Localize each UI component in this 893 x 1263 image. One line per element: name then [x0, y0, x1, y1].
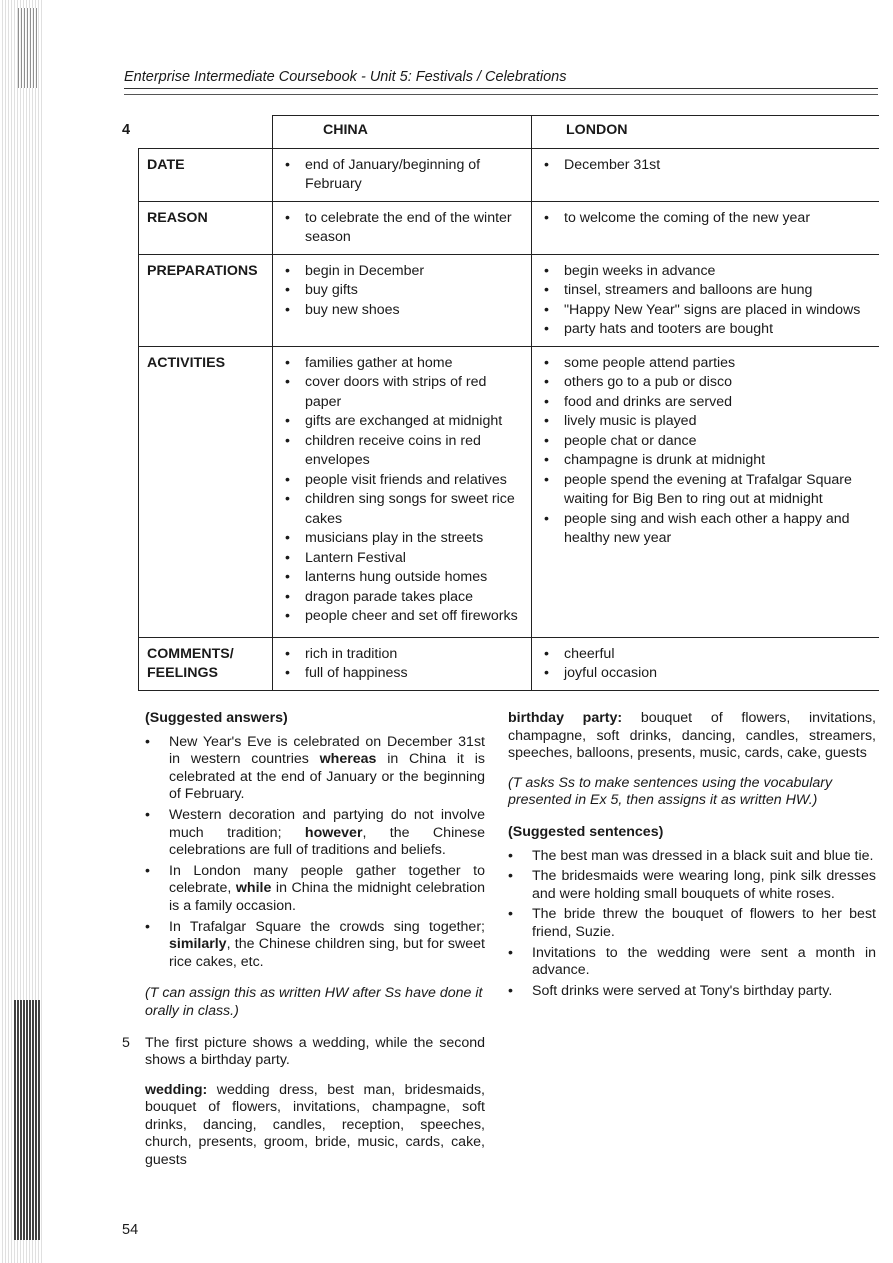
- running-head: Enterprise Intermediate Coursebook - Unit 5: Festivals / Celebrations: [124, 69, 567, 85]
- suggested-sentences-list: [508, 848, 876, 1001]
- china-bullet-list: [281, 645, 523, 684]
- cell-london: [532, 254, 879, 346]
- cell-china: [273, 637, 532, 690]
- list-item: • lively music is played: [540, 412, 871, 432]
- list-item: • cheerful: [540, 645, 871, 665]
- list-item: [145, 919, 485, 972]
- table-row: [139, 148, 879, 201]
- list-item: • Lantern Festival: [281, 549, 523, 569]
- list-item: • tinsel, streamers and balloons are hung: [540, 281, 871, 301]
- row-label: COMMENTS/ FEELINGS: [139, 637, 273, 690]
- list-item: • party hats and tooters are bought: [540, 320, 871, 340]
- cell-london: [532, 201, 879, 254]
- birthday-vocabulary: [508, 710, 876, 763]
- list-item: • some people attend parties: [540, 354, 871, 374]
- list-item: • musicians play in the streets: [281, 529, 523, 549]
- list-item: • rich in tradition: [281, 645, 523, 665]
- exercise-5: [122, 1034, 485, 1070]
- answer-text: , the Chinese celebrations are full of traditions and beliefs.: [169, 824, 485, 859]
- cell-london: [532, 637, 879, 690]
- linking-word: similarly: [169, 936, 227, 953]
- list-item: • The bride threw the bouquet of flowers to her best friend, Suzie.: [508, 906, 876, 941]
- list-item: • to welcome the coming of the new year: [540, 209, 871, 229]
- london-bullet-list: [540, 354, 871, 549]
- page-number: 54: [122, 1222, 139, 1238]
- list-item: • families gather at home: [281, 354, 523, 374]
- page-binding-mark-bottom: [14, 1000, 40, 1240]
- list-item: • begin in December: [281, 262, 523, 282]
- cell-china: [273, 346, 532, 637]
- cell-china: [273, 201, 532, 254]
- table-row: [139, 254, 879, 346]
- header-rule-secondary: [124, 94, 878, 95]
- left-column: [122, 710, 486, 1170]
- list-item: • dragon parade takes place: [281, 588, 523, 608]
- list-item: • Invitations to the wedding were sent a month in advance.: [508, 945, 876, 980]
- list-item: • food and drinks are served: [540, 393, 871, 413]
- list-item: • people sing and wish each other a happy and healthy new year: [540, 510, 871, 549]
- list-item: • The best man was dressed in a black suit and blue tie.: [508, 848, 876, 866]
- wedding-words: wedding dress, best man, bridesmaids, bouquet of flowers, invitations, champagne, soft drinks, dancing, candles, reception, speeches, church, presents, groom, bride, music, cards, cake, guests: [145, 1081, 485, 1169]
- london-bullet-list: [540, 209, 871, 229]
- answer-text: New Year's Eve is celebrated on December 31st in western countries: [169, 733, 485, 768]
- teacher-note-left: (T can assign this as written HW after Ss have done it orally in class.): [145, 985, 483, 1019]
- cell-london: [532, 148, 879, 201]
- list-item: • people spend the evening at Trafalgar Square waiting for Big Ben to ring out at midnight: [540, 471, 871, 510]
- answer-text: In Trafalgar Square the crowds sing together;: [169, 918, 485, 935]
- table-row: [139, 201, 879, 254]
- column-header-china: CHINA: [273, 116, 532, 149]
- suggested-answers-title: (Suggested answers): [145, 710, 288, 726]
- linking-word: whereas: [319, 751, 377, 768]
- london-bullet-list: [540, 262, 871, 340]
- cell-london: [532, 346, 879, 637]
- linking-word: however: [304, 824, 363, 841]
- list-item: • people chat or dance: [540, 432, 871, 452]
- answer-text: , the Chinese children sing, but for sweet rice cakes, etc.: [169, 936, 485, 970]
- answer-text: in China it is celebrated at the end of January or the beginning of February.: [169, 751, 485, 803]
- row-label: REASON: [139, 201, 273, 254]
- list-item: • December 31st: [540, 156, 871, 176]
- list-item: • lanterns hung outside homes: [281, 568, 523, 588]
- cell-china: [273, 148, 532, 201]
- list-item: • begin weeks in advance: [540, 262, 871, 282]
- row-label: ACTIVITIES: [139, 346, 273, 637]
- china-bullet-list: [281, 262, 523, 321]
- exercise-5-number: 5: [122, 1034, 130, 1051]
- header-rule: [124, 88, 878, 89]
- table-row: [139, 637, 879, 690]
- china-bullet-list: [281, 354, 523, 627]
- list-item: • champagne is drunk at midnight: [540, 451, 871, 471]
- list-item: • "Happy New Year" signs are placed in windows: [540, 301, 871, 321]
- row-label: DATE: [139, 148, 273, 201]
- list-item: • others go to a pub or disco: [540, 373, 871, 393]
- london-bullet-list: [540, 156, 871, 176]
- list-item: • cover doors with strips of red paper: [281, 373, 523, 412]
- answer-text: in China the midnight celebration is a family occasion.: [169, 880, 486, 914]
- cell-china: [273, 254, 532, 346]
- list-item: • joyful occasion: [540, 664, 871, 684]
- wedding-vocabulary: [145, 1082, 485, 1170]
- list-item: • The bridesmaids were wearing long, pink silk dresses and were holding small bouquets of white roses.: [508, 868, 876, 903]
- page-binding-mark-top: [18, 8, 38, 88]
- wedding-label: wedding:: [145, 1081, 208, 1098]
- row-label: PREPARATIONS: [139, 254, 273, 346]
- table-row: [139, 346, 879, 637]
- list-item: • Soft drinks were served at Tony's birthday party.: [508, 983, 876, 1001]
- column-header-london: LONDON: [532, 116, 879, 149]
- list-item: • full of happiness: [281, 664, 523, 684]
- birthday-label: birthday party:: [508, 710, 623, 726]
- list-item: • end of January/beginning of February: [281, 156, 523, 195]
- festival-comparison-table: [138, 115, 879, 691]
- china-bullet-list: [281, 209, 523, 248]
- right-column: [508, 710, 876, 1003]
- china-bullet-list: [281, 156, 523, 195]
- exercise-5-text: The first picture shows a wedding, while the second shows a birthday party.: [145, 1034, 485, 1069]
- table-header-row: [139, 116, 879, 149]
- suggested-sentences-title: (Suggested sentences): [508, 823, 664, 840]
- list-item: • children receive coins in red envelopes: [281, 432, 523, 471]
- list-item: • people cheer and set off fireworks: [281, 607, 523, 627]
- table-corner-cell: [139, 116, 273, 149]
- teacher-note-right: (T asks Ss to make sentences using the vocabulary presented in Ex 5, then assigns it as written HW.): [508, 774, 833, 809]
- list-item: [145, 863, 485, 916]
- list-item: • children sing songs for sweet rice cakes: [281, 490, 523, 529]
- list-item: • buy new shoes: [281, 301, 523, 321]
- answer-text: In London many people gather together to celebrate,: [169, 862, 485, 897]
- list-item: • gifts are exchanged at midnight: [281, 412, 523, 432]
- list-item: • people visit friends and relatives: [281, 471, 523, 491]
- exercise-4-number: 4: [122, 122, 131, 138]
- list-item: [145, 807, 485, 860]
- list-item: • buy gifts: [281, 281, 523, 301]
- list-item: • to celebrate the end of the winter season: [281, 209, 523, 248]
- answer-text: Western decoration and partying do not involve much tradition;: [169, 806, 485, 841]
- table-body: [139, 148, 879, 690]
- list-item: [145, 734, 485, 804]
- suggested-answers-list: [145, 734, 485, 972]
- london-bullet-list: [540, 645, 871, 684]
- linking-word: while: [235, 880, 272, 897]
- birthday-words: bouquet of flowers, invitations, champagne, soft drinks, dancing, candles, streamers, speeches, balloons, presents, music, cards, cake, guests: [508, 710, 877, 762]
